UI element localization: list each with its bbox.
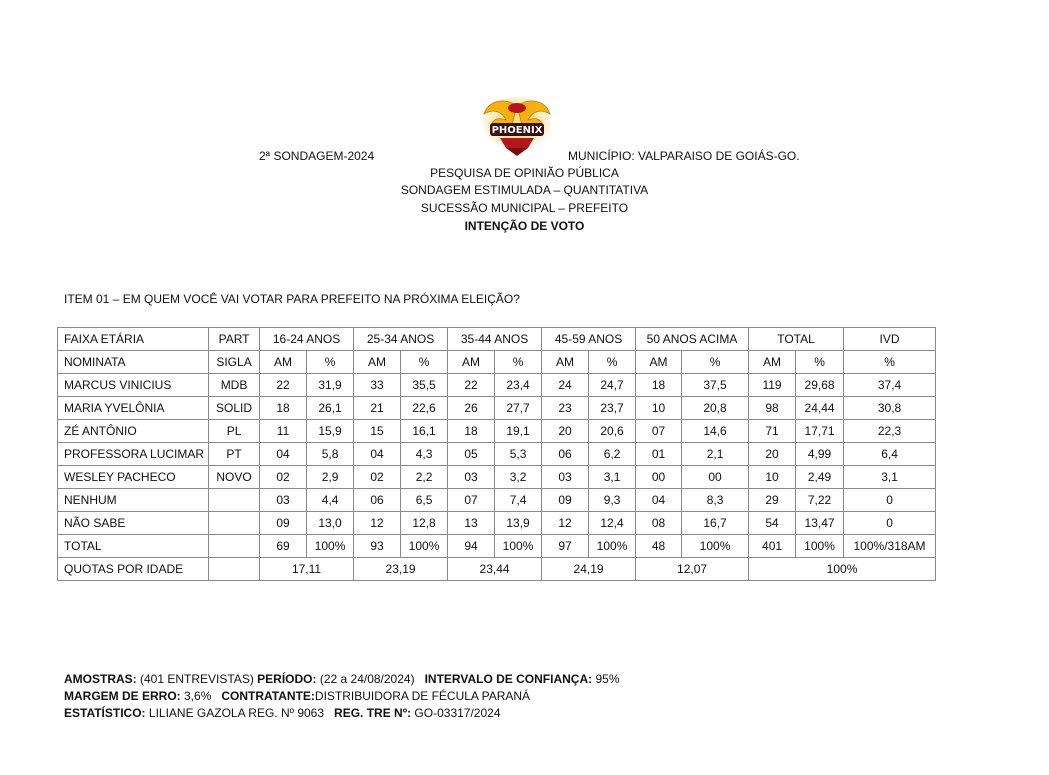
table-cell: 12 [354, 512, 401, 535]
table-cell: 13,47 [796, 512, 844, 535]
table-cell: 69 [260, 535, 307, 558]
table-cell: 23,4 [495, 374, 542, 397]
table-cell: 6,5 [401, 489, 448, 512]
table-cell: 18 [448, 420, 495, 443]
sub-header-cell: AM [260, 351, 307, 374]
table-cell: 24,44 [796, 397, 844, 420]
table-cell: 54 [749, 512, 796, 535]
table-cell: 16,7 [682, 512, 749, 535]
sub-header-cell: % [307, 351, 354, 374]
table-cell: 119 [749, 374, 796, 397]
table-cell: 3,1 [589, 466, 636, 489]
table-cell: 18 [636, 374, 682, 397]
table-cell: 5,8 [307, 443, 354, 466]
contratante-value: DISTRIBUIDORA DE FÉCULA PARANÁ [314, 689, 531, 703]
estatistico-label: ESTATÍSTICO: [64, 706, 146, 720]
footer-line-2 [64, 689, 530, 703]
table-cell: 18 [260, 397, 307, 420]
table-cell: 13,0 [307, 512, 354, 535]
table-cell: 100% [682, 535, 749, 558]
table-cell [209, 489, 260, 512]
table-cell: 15,9 [307, 420, 354, 443]
table-cell: 19,1 [495, 420, 542, 443]
table-cell: 23,7 [589, 397, 636, 420]
quotas-row [58, 558, 936, 581]
table-cell: 03 [448, 466, 495, 489]
table-cell: 8,3 [682, 489, 749, 512]
candidate-name-cell: PROFESSORA LUCIMAR [58, 443, 209, 466]
group-header-cell: TOTAL [749, 328, 844, 351]
table-cell: 100% [401, 535, 448, 558]
table-cell: 7,22 [796, 489, 844, 512]
candidate-name-cell: NÃO SABE [58, 512, 209, 535]
quota-cell: QUOTAS POR IDADE [58, 558, 209, 581]
table-cell: 30,8 [844, 397, 936, 420]
header-line-3: SUCESSÃO MUNICIPAL – PREFEITO [420, 201, 629, 215]
table-cell: 24,7 [589, 374, 636, 397]
table-cell: 07 [636, 420, 682, 443]
table-cell: PT [209, 443, 260, 466]
table-cell: 29,68 [796, 374, 844, 397]
intervalo-value: 95% [592, 672, 620, 686]
table-cell: 0 [844, 489, 936, 512]
table-cell: 11 [260, 420, 307, 443]
candidate-name-cell: MARCUS VINICIUS [58, 374, 209, 397]
table-cell: 17,71 [796, 420, 844, 443]
table-cell: 07 [448, 489, 495, 512]
table-cell: 06 [354, 489, 401, 512]
table-cell: 03 [260, 489, 307, 512]
sub-header-cell: NOMINATA [58, 351, 209, 374]
header-line-4: INTENÇÃO DE VOTO [464, 219, 585, 233]
amostras-value: (401 ENTREVISTAS) [136, 672, 258, 686]
table-cell: 100% [307, 535, 354, 558]
poll-table [57, 327, 936, 581]
table-cell: 22,3 [844, 420, 936, 443]
table-cell: 12 [542, 512, 589, 535]
sub-header-cell: % [401, 351, 448, 374]
quota-cell [209, 558, 260, 581]
table-cell: 08 [636, 512, 682, 535]
table-cell: 06 [542, 443, 589, 466]
table-cell: 6,2 [589, 443, 636, 466]
table-cell: 27,7 [495, 397, 542, 420]
table-cell: 4,99 [796, 443, 844, 466]
regtre-label: REG. TRE Nº: [334, 706, 412, 720]
table-row [58, 374, 936, 397]
candidate-name-cell: NENHUM [58, 489, 209, 512]
table-cell: 16,1 [401, 420, 448, 443]
table-cell: 5,3 [495, 443, 542, 466]
quota-cell: 17,11 [260, 558, 354, 581]
table-cell: PL [209, 420, 260, 443]
candidate-name-cell: MARIA YVELÔNIA [58, 397, 209, 420]
table-cell: 14,6 [682, 420, 749, 443]
header-line-2: SONDAGEM ESTIMULADA – QUANTITATIVA [400, 183, 649, 197]
table-cell: 37,5 [682, 374, 749, 397]
margem-value: 3,6% [180, 689, 222, 703]
table-cell: 97 [542, 535, 589, 558]
table-cell: 2,2 [401, 466, 448, 489]
table-cell: 09 [260, 512, 307, 535]
footer-line-1 [64, 672, 620, 686]
group-header-cell: 35-44 ANOS [448, 328, 542, 351]
table-cell: 35,5 [401, 374, 448, 397]
table-row [58, 420, 936, 443]
periodo-value: (22 a 24/08/2024) [316, 672, 425, 686]
table-cell: 2,49 [796, 466, 844, 489]
table-cell: 13,9 [495, 512, 542, 535]
table-cell: 37,4 [844, 374, 936, 397]
table-cell: 26,1 [307, 397, 354, 420]
sub-header-cell: AM [542, 351, 589, 374]
table-cell: 100% [589, 535, 636, 558]
margem-label: MARGEM DE ERRO: [64, 689, 181, 703]
table-cell: 0 [844, 512, 936, 535]
table-cell: 15 [354, 420, 401, 443]
table-cell: 100% [796, 535, 844, 558]
table-cell [209, 512, 260, 535]
group-header-cell: 50 ANOS ACIMA [636, 328, 749, 351]
sub-header-cell: % [844, 351, 936, 374]
contratante-label: CONTRATANTE: [221, 689, 315, 703]
group-header-cell: FAIXA ETÁRIA [58, 328, 209, 351]
table-cell: 71 [749, 420, 796, 443]
table-cell: 05 [448, 443, 495, 466]
table-cell: 20 [542, 420, 589, 443]
table-cell: 04 [354, 443, 401, 466]
table-row [58, 535, 936, 558]
table-cell: 6,4 [844, 443, 936, 466]
table-cell: 09 [542, 489, 589, 512]
table-cell: 26 [448, 397, 495, 420]
table-cell: 22 [260, 374, 307, 397]
table-cell: 9,3 [589, 489, 636, 512]
regtre-value: GO-03317/2024 [411, 706, 501, 720]
table-cell: 10 [636, 397, 682, 420]
sub-header-cell: AM [636, 351, 682, 374]
table-cell: 2,9 [307, 466, 354, 489]
table-cell: 100%/318AM [844, 535, 936, 558]
question-text: ITEM 01 – EM QUEM VOCÊ VAI VOTAR PARA PREFEITO NA PRÓXIMA ELEIÇÃO? [64, 292, 520, 306]
table-cell: 22,6 [401, 397, 448, 420]
table-row [58, 466, 936, 489]
quota-cell: 23,44 [448, 558, 542, 581]
table-cell: 2,1 [682, 443, 749, 466]
table-cell: 22 [448, 374, 495, 397]
table-cell: 04 [636, 489, 682, 512]
group-header-cell: 45-59 ANOS [542, 328, 636, 351]
sub-header-cell: % [495, 351, 542, 374]
table-cell: 21 [354, 397, 401, 420]
group-header-cell: IVD [844, 328, 936, 351]
sub-header-row [58, 351, 936, 374]
table-cell: 20,8 [682, 397, 749, 420]
group-header-cell: 25-34 ANOS [354, 328, 448, 351]
table-row [58, 489, 936, 512]
table-cell: 13 [448, 512, 495, 535]
table-cell: 29 [749, 489, 796, 512]
sub-header-cell: % [589, 351, 636, 374]
quota-cell: 24,19 [542, 558, 636, 581]
table-cell: 00 [636, 466, 682, 489]
sub-header-cell: AM [749, 351, 796, 374]
table-cell: 12,8 [401, 512, 448, 535]
table-cell: 98 [749, 397, 796, 420]
sub-header-cell: % [682, 351, 749, 374]
candidate-name-cell: WESLEY PACHECO [58, 466, 209, 489]
table-cell: 12,4 [589, 512, 636, 535]
table-cell: 20,6 [589, 420, 636, 443]
header-line-1: PESQUISA DE OPINIÃO PÚBLICA [430, 166, 619, 180]
logo-text: PHOENIX [491, 125, 543, 136]
table-cell: 02 [354, 466, 401, 489]
sub-header-cell: SIGLA [209, 351, 260, 374]
table-cell: 48 [636, 535, 682, 558]
group-header-cell: PART [209, 328, 260, 351]
phoenix-logo-icon [482, 96, 552, 158]
table-cell: 100% [495, 535, 542, 558]
quota-cell: 100% [749, 558, 936, 581]
table-cell: 4,4 [307, 489, 354, 512]
quota-cell: 23,19 [354, 558, 448, 581]
group-header-row [58, 328, 936, 351]
sub-header-cell: AM [448, 351, 495, 374]
footer-line-3 [64, 706, 501, 720]
intervalo-label: INTERVALO DE CONFIANÇA: [424, 672, 593, 686]
amostras-label: AMOSTRAS: [64, 672, 137, 686]
candidate-name-cell: ZÉ ANTÔNIO [58, 420, 209, 443]
table-cell: 93 [354, 535, 401, 558]
table-cell [209, 535, 260, 558]
table-cell: MDB [209, 374, 260, 397]
table-cell: 24 [542, 374, 589, 397]
table-cell: SOLID [209, 397, 260, 420]
table-cell: NOVO [209, 466, 260, 489]
table-cell: 23 [542, 397, 589, 420]
table-row [58, 512, 936, 535]
table-cell: 04 [260, 443, 307, 466]
table-cell: 01 [636, 443, 682, 466]
candidate-name-cell: TOTAL [58, 535, 209, 558]
table-cell: 10 [749, 466, 796, 489]
table-cell: 3,2 [495, 466, 542, 489]
table-cell: 4,3 [401, 443, 448, 466]
sub-header-cell: % [796, 351, 844, 374]
municipality: MUNICÍPIO: VALPARAISO DE GOIÁS-GO. [568, 149, 800, 163]
table-cell: 03 [542, 466, 589, 489]
table-cell: 401 [749, 535, 796, 558]
table-row [58, 443, 936, 466]
table-cell: 20 [749, 443, 796, 466]
table-cell: 7,4 [495, 489, 542, 512]
periodo-label: PERÍODO: [257, 672, 317, 686]
estatistico-value: LILIANE GAZOLA REG. Nº 9063 [145, 706, 335, 720]
table-cell: 3,1 [844, 466, 936, 489]
sub-header-cell: AM [354, 351, 401, 374]
group-header-cell: 16-24 ANOS [260, 328, 354, 351]
table-cell: 31,9 [307, 374, 354, 397]
quota-cell: 12,07 [636, 558, 749, 581]
table-row [58, 397, 936, 420]
table-cell: 94 [448, 535, 495, 558]
table-cell: 02 [260, 466, 307, 489]
survey-edition: 2ª SONDAGEM-2024 [259, 149, 375, 163]
table-cell: 33 [354, 374, 401, 397]
table-cell: 00 [682, 466, 749, 489]
